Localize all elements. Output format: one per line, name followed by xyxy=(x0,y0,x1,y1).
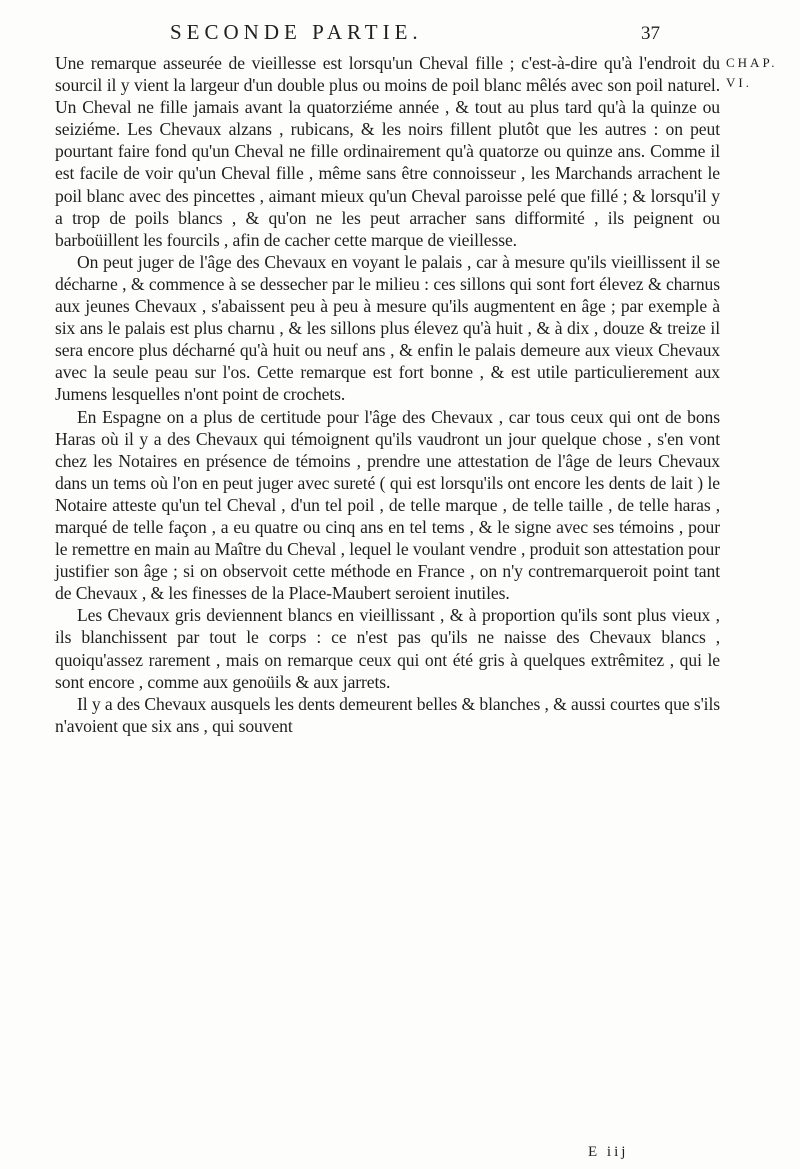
body-text xyxy=(55,52,720,737)
running-head xyxy=(170,20,660,45)
page-number: 37 xyxy=(641,23,660,44)
paragraph-4: Les Chevaux gris deviennent blancs en vieillissant , & à proportion qu'ils sont plus vieux , ils blanchissent par tout le corps : ce n'est pas qu'ils ne naisse des Chevaux blancs , quoiqu'assez rarement , mais on remarque ceux qui ont été gris à quelques extrêmitez , qui le sont encore , comme aux genoüils & aux jarrets. xyxy=(55,605,720,692)
paragraph-3: En Espagne on a plus de certitude pour l'âge des Chevaux , car tous ceux qui ont de bons Haras où il y a des Chevaux qui témoignent qu'ils vaudront un jour quelque chose , s'en vont chez les Notaires en présence de témoins , prendre une attestation de l'âge de leurs Chevaux dans un tems où l'on en peut juger avec sureté ( qui est lorsqu'ils ont encore les dents de lait ) le Notaire atteste qu'un tel Cheval , d'un tel poil , de telle marque , de telle taille , de telle haras , marqué de telle façon , a eu quatre ou cinq ans en tel tems , & le signe avec ses témoins , pour le remettre en main au Maître du Cheval , lequel le voulant vendre , produit son attestation pour justifier son âge ; si on observoit cette méthode en France , on n'y contremarqueroit point tant de Chevaux , & les finesses de la Place-Maubert seroient inutiles. xyxy=(55,406,720,604)
paragraph-1: Une remarque asseurée de vieillesse est lorsqu'un Cheval fille ; c'est-à-dire qu'à l'endroit du sourcil il y vient la largeur d'un double plus ou moins de poil blanc mêlés avec son poil naturel. Un Cheval ne fille jamais avant la quatorziéme année , & tout au plus tard qu'à la quinze ou seiziéme. Les Chevaux alzans , rubicans, & les noirs fillent plutôt que les autres : on peut pourtant faire fond qu'un Cheval ne fille ordinairement qu'à quatorze ou quinze ans. Comme il est facile de voir qu'un Cheval fille , même sans être connoisseur , les Marchands arrachent le poil blanc avec des pincettes , aimant mieux qu'un Cheval paroisse pelé que fillé ; & lorsqu'il y a trop de poils blancs , & qu'on ne les peut arracher sans difformité , ils peignent ou barboüillent les fourcils , afin de cacher cette marque de vieillesse. xyxy=(55,53,720,250)
signature-mark: E iij xyxy=(588,1144,629,1160)
paragraph-5: Il y a des Chevaux ausquels les dents demeurent belles & blanches , & aussi courtes que s'ils n'avoient que six ans , qui souvent xyxy=(55,693,720,736)
chapter-label: CHAP. xyxy=(726,55,778,70)
paragraph-2: On peut juger de l'âge des Chevaux en voyant le palais , car à mesure qu'ils vieillissent il se décharne , & commence à se dessecher par le milieu : ces sillons qui sont fort élevez & charnus aux jeunes Chevaux , s'abaissent peu à peu à mesure qu'ils augmentent en âge ; par exemple à six ans le palais est plus charnu , & les sillons plus élevez qu'à huit , & à dix , douze & treize il sera encore plus décharné qu'à huit ou neuf ans , & enfin le palais demeure aux vieux Chevaux avec la seule peau sur l'os. Cette remarque est fort bonne , & est utile particulierement aux Jumens lesquelles n'ont point de crochets. xyxy=(55,251,720,405)
chapter-number: VI. xyxy=(726,75,752,90)
section-title: SECONDE PARTIE. xyxy=(170,20,423,44)
chapter-marginal-note xyxy=(726,53,796,93)
